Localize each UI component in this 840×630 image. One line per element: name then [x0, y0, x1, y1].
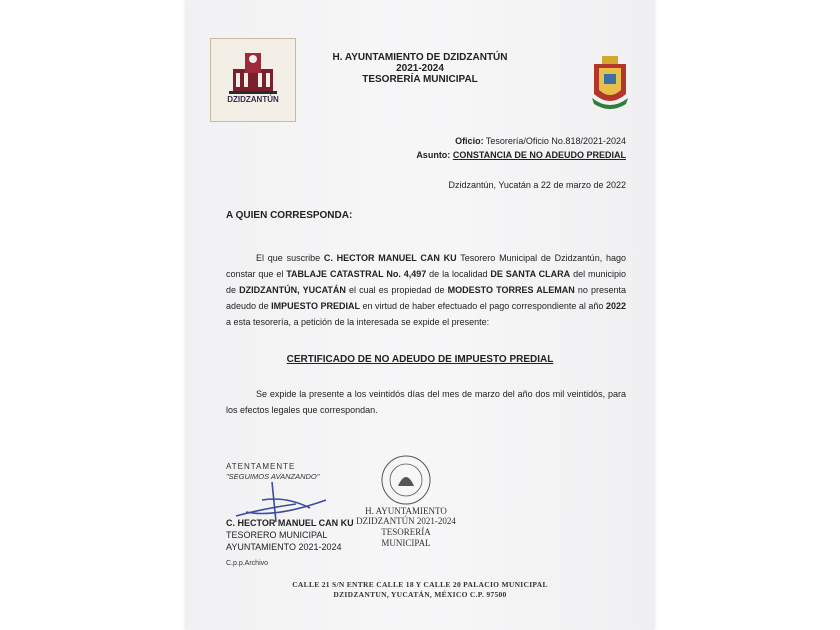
- p1-text: Tesorero Municipal de Dzidzantún, hago constar que el: [226, 253, 626, 279]
- asunto-label: Asunto:: [416, 150, 451, 160]
- p1-text: a esta tesorería, a petición de la interesada se expide el presente:: [226, 317, 490, 327]
- signer-name: C. HECTOR MANUEL CAN KU: [226, 518, 354, 528]
- seal-line-1: H. AYUNTAMIENTO: [365, 506, 447, 516]
- owner-name: MODESTO TORRES ALEMAN: [447, 285, 575, 295]
- closing-paragraph: Se expide la presente a los veintidós días del mes de marzo del año dos mil veintidós, para los efectos legales que correspondan.: [226, 389, 626, 415]
- treasurer-name: C. HECTOR MANUEL CAN KU: [323, 253, 457, 263]
- oficio-label: Oficio:: [455, 136, 484, 146]
- body-paragraph: [226, 250, 626, 330]
- oficio-value: Tesorería/Oficio No.818/2021-2024: [485, 136, 626, 146]
- seal-line-4: MUNICIPAL: [381, 538, 431, 548]
- certificate-title: CERTIFICADO DE NO ADEUDO DE IMPUESTO PREDIAL: [286, 354, 554, 365]
- municipio: DZIDZANTÚN, YUCATÁN: [239, 285, 346, 295]
- national-seal-icon: [376, 452, 436, 508]
- p1-text: en virtud de haber efectuado el pago correspondiente al año: [359, 301, 606, 311]
- tax-year: 2022: [605, 301, 626, 311]
- asunto-value: CONSTANCIA DE NO ADEUDO PREDIAL: [452, 150, 626, 160]
- signer-council: AYUNTAMIENTO 2021-2024: [226, 542, 342, 552]
- localidad: DE SANTA CLARA: [490, 269, 571, 279]
- footer-address: CALLE 21 S/N ENTRE CALLE 18 Y CALLE 20 PALACIO MUNICIPAL: [292, 580, 548, 589]
- coat-of-arms-icon: [590, 54, 630, 114]
- p1-text: no presenta adeudo de: [226, 285, 626, 311]
- header-period: 2021-2024: [396, 63, 444, 74]
- footer-city: DZIDZANTUN, YUCATÁN, MÉXICO C.P. 97500: [333, 590, 507, 599]
- p1-text: El que suscribe: [256, 253, 324, 263]
- p1-text: del municipio de: [226, 269, 627, 295]
- copy-archive: C.p.p.Archivo: [226, 560, 269, 567]
- header-title: H. AYUNTAMIENTO DE DZIDZANTÚN: [332, 52, 508, 63]
- signer-title: TESORERO MUNICIPAL: [226, 530, 328, 540]
- salutation: A QUIEN CORRESPONDA:: [226, 210, 353, 221]
- atentamente: ATENTAMENTE: [226, 462, 296, 471]
- seal-line-3: TESORERÍA: [381, 527, 431, 537]
- p1-text: de la localidad: [426, 269, 491, 279]
- logo-name: DZIDZANTÚN: [227, 95, 279, 104]
- date-line: Dzidzantún, Yucatán a 22 de marzo de 2022: [448, 180, 626, 190]
- p1-text: el cual es propiedad de: [345, 285, 448, 295]
- seal-line-2: DZIDZANTÚN 2021-2024: [356, 516, 456, 526]
- asunto-line: [416, 150, 626, 160]
- document-page: [186, 0, 654, 630]
- motto: "SEGUIMOS AVANZANDO": [226, 472, 320, 481]
- tablaje-number: TABLAJE CATASTRAL No. 4,497: [286, 269, 427, 279]
- header-department: TESORERÍA MUNICIPAL: [362, 74, 478, 85]
- tax-name: IMPUESTO PREDIAL: [271, 301, 360, 311]
- coat-of-arms: [590, 54, 630, 114]
- oficio-line: [455, 136, 626, 146]
